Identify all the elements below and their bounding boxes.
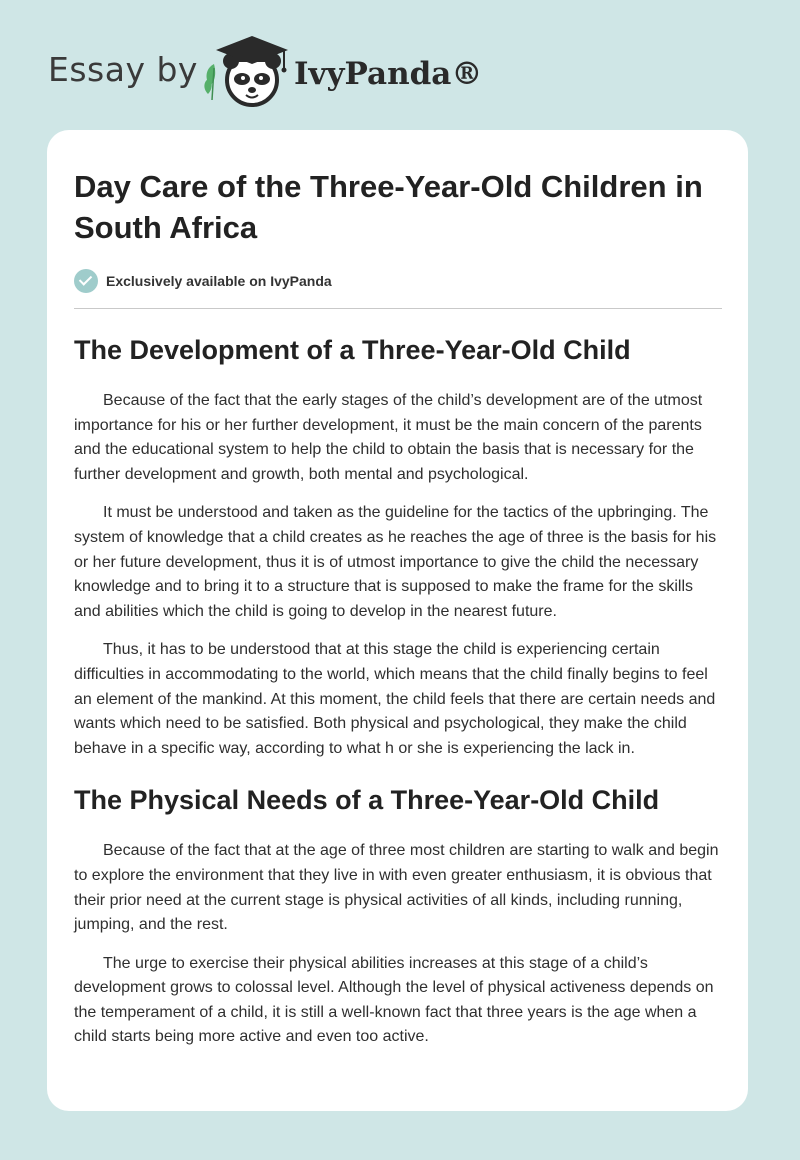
essay-title: Day Care of the Three-Year-Old Children in South Africa — [74, 169, 703, 245]
paragraph: The urge to exercise their physical abilities increases at this stage of a child’s development grows to colossal level. Although the level of physical activeness depends on the temperament of a child, it is still a well-known fact that three years is the age when a child starts being more active and even too active. — [74, 954, 714, 1046]
paragraph: Because of the fact that the early stages of the child’s development are of the utmost importance for his or her further development, it must be the main concern of the parents and the educational system to help the child to obtain the basis that is necessary for the further development and growth, both mental and psychological. — [74, 392, 703, 483]
brand-name: IvyPanda® — [294, 56, 483, 92]
section-heading: The Physical Needs of a Three-Year-Old Child — [74, 785, 660, 816]
check-circle-icon — [74, 269, 98, 293]
paragraph: Because of the fact that at the age of three most children are starting to walk and begin to explore the environment that they live in with even greater enthusiasm, it is obvious that their prior need at the current stage is physical activities of all kinds, including running, jumping, and the rest. — [74, 842, 719, 934]
paragraph: It must be understood and taken as the guideline for the tactics of the upbringing. The system of knowledge that a child creates as he reaches the age of three is the basis for his or her future development, thus it is of utmost importance to give the child the necessary knowledge and to bring it to a structure that is supposed to make the frame for the skills and abilities which the child is going to develop in the nearest future. — [74, 504, 717, 620]
brand-header[interactable] — [48, 28, 508, 118]
exclusive-label: Exclusively available on IvyPanda — [106, 273, 332, 289]
paragraph: Thus, it has to be understood that at this stage the child is experiencing certain difficulties in accommodating to the world, which means that the child finally begins to feel an element of the mankind. At this moment, the child feels that there are certain needs and wants which need to be satisfied. Both physical and psychological, they make the child behave in a specific way, according to what h or she is experiencing the lack in. — [74, 641, 716, 757]
brand-prefix: Essay by — [48, 50, 198, 89]
panda-graduate-logo-icon — [200, 28, 296, 110]
section-heading: The Development of a Three-Year-Old Child — [74, 335, 631, 365]
exclusive-badge — [74, 268, 722, 294]
essay-card — [47, 130, 748, 1111]
divider — [74, 308, 722, 309]
